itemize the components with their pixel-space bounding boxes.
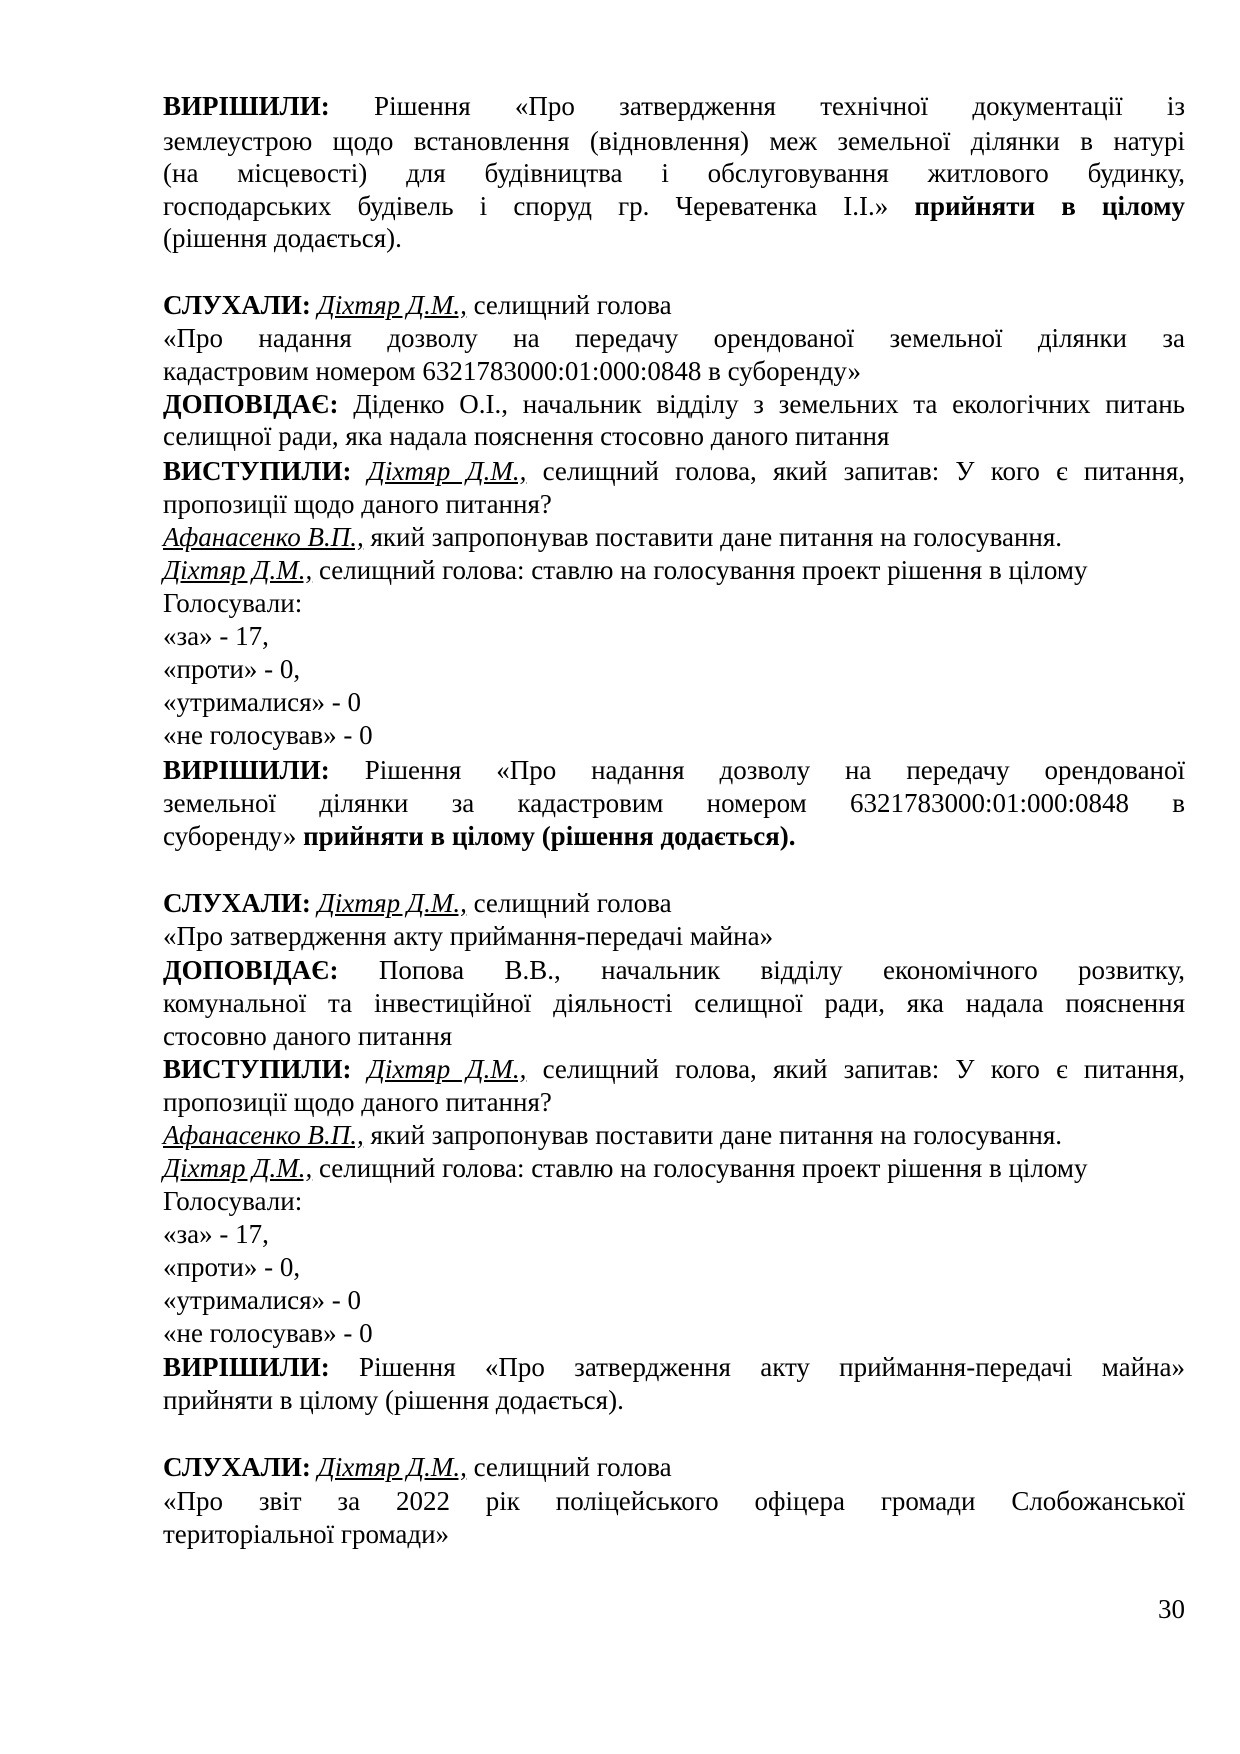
resolved-line: земельної ділянки за кадастровим номером 6321783000:01:000:0848 в [163,788,1185,818]
resolved-line: господарських будівель і споруд гр. Череватенка І.І.» прийняти в цілому [163,191,1186,221]
speaker-name: Афанасенко В.П., [163,522,364,552]
proposal-line: Афанасенко В.П., який запропонував поставити дане питання на голосування. [163,522,1063,552]
resolved-line: ВИРІШИЛИ: Рішення «Про надання дозволу на передачу орендованої [163,755,1185,785]
resolved-line: (рішення додається). [163,223,402,253]
topic-line: «Про звіт за 2022 рік поліцейського офіцера громади Слобожанської [163,1486,1185,1516]
spoke-line: пропозиції щодо даного питання? [163,1087,552,1117]
report-line: ДОПОВІДАЄ: Діденко О.І., начальник відділу з земельних та екологічних питань [163,389,1186,419]
resolved-line: землеустрою щодо встановлення (відновлення) меж земельної ділянки в натурі [163,126,1185,156]
heard-line: СЛУХАЛИ: Діхтяр Д.М., селищний голова [163,290,672,320]
speaker-name: Діхтяр Д.М., [367,456,527,486]
report-line: комунальної та інвестиційної діяльності селищної ради, яка надала пояснення [163,988,1185,1018]
topic-line: «Про надання дозволу на передачу орендованої земельної ділянки за [163,323,1185,353]
speaker-name: Афанасенко В.П., [163,1120,364,1150]
vote-not: «не голосував» - 0 [163,720,373,750]
vote-not: «не голосував» - 0 [163,1318,373,1348]
vote-for: «за» - 17, [163,1219,269,1249]
speaker-name: Діхтяр Д.М., [163,1153,313,1183]
topic-line: кадастровим номером 6321783000:01:000:0848 в суборенду» [163,356,861,386]
report-line: селищної ради, яка надала пояснення стосовно даного питання [163,421,890,451]
speaker-name: Діхтяр Д.М., [317,1452,467,1482]
vote-for: «за» - 17, [163,621,269,651]
resolved-label: ВИРІШИЛИ: [163,91,330,121]
spoke-line: ВИСТУПИЛИ: Діхтяр Д.М., селищний голова, який запитав: У кого є питання, [163,456,1186,486]
vote-against: «проти» - 0, [163,1252,301,1282]
speaker-name: Діхтяр Д.М., [367,1054,527,1084]
page-number: 30 [1158,1594,1185,1624]
vote-abstain: «утрималися» - 0 [163,1285,362,1315]
speaker-name: Діхтяр Д.М., [163,555,313,585]
spoke-line: ВИСТУПИЛИ: Діхтяр Д.М., селищний голова, який запитав: У кого є питання, [163,1054,1186,1084]
voted-label: Голосували: [163,588,303,618]
report-line: ДОПОВІДАЄ: Попова В.В., начальник відділу економічного розвитку, [163,955,1185,985]
vote-call-line: Діхтяр Д.М., селищний голова: ставлю на голосування проект рішення в цілому [163,555,1088,585]
resolved-line: ВИРІШИЛИ: Рішення «Про затвердження технічної документації із [163,91,1185,121]
resolved-line: (на місцевості) для будівництва і обслуговування житлового будинку, [163,158,1185,188]
vote-abstain: «утрималися» - 0 [163,687,362,717]
proposal-line: Афанасенко В.П., який запропонував поставити дане питання на голосування. [163,1120,1063,1150]
topic-line: «Про затвердження акту приймання-передачі майна» [163,921,774,951]
topic-line: територіальної громади» [163,1519,450,1549]
spoke-line: пропозиції щодо даного питання? [163,489,552,519]
speaker-name: Діхтяр Д.М., [317,888,467,918]
vote-against: «проти» - 0, [163,654,301,684]
voted-label: Голосували: [163,1186,303,1216]
report-line: стосовно даного питання [163,1021,453,1051]
heard-line: СЛУХАЛИ: Діхтяр Д.М., селищний голова [163,1452,672,1482]
speaker-name: Діхтяр Д.М., [317,290,467,320]
vote-call-line: Діхтяр Д.М., селищний голова: ставлю на голосування проект рішення в цілому [163,1153,1088,1183]
resolved-line: прийняти в цілому (рішення додається). [163,1385,624,1415]
resolved-line: суборенду» прийняти в цілому (рішення додається). [163,821,796,851]
heard-line: СЛУХАЛИ: Діхтяр Д.М., селищний голова [163,888,672,918]
resolved-line: ВИРІШИЛИ: Рішення «Про затвердження акту приймання-передачі майна» [163,1352,1186,1382]
